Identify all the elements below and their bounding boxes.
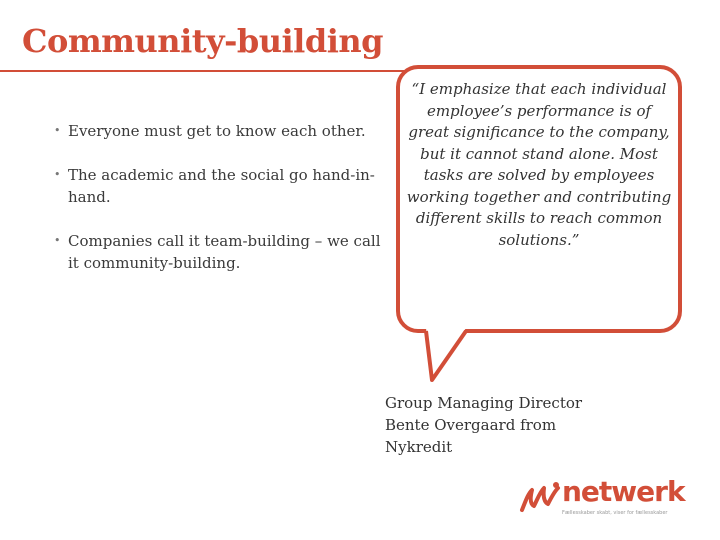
bullet-dot-icon: •	[54, 168, 61, 181]
bullet-text: Companies call it team-building – we call it community-building.	[68, 232, 381, 272]
attribution-line: Group Managing Director	[385, 394, 583, 412]
logo-wordmark: netwerk	[562, 475, 685, 508]
bullet-text: The academic and the social go hand-in-hand.	[68, 166, 375, 206]
attribution-line: Bente Overgaard from	[385, 416, 557, 434]
bullet-text: Everyone must get to know each other.	[68, 122, 366, 140]
netwerk-logo-icon	[518, 480, 562, 514]
title-underline	[0, 70, 410, 72]
quote-attribution	[385, 392, 625, 458]
bullet-dot-icon: •	[54, 124, 61, 137]
quote-text: “I emphasize that each individual employee’s performance is of great significance to the company, but it cannot stand alone. Most tasks are solved by employees working together and contributing different skills to reach common solutions.”	[406, 80, 672, 249]
attribution-line: Nykredit	[385, 438, 453, 456]
bullet-list	[54, 120, 384, 296]
netwerk-logo	[518, 475, 690, 522]
bullet-item	[54, 164, 384, 208]
bullet-item	[54, 120, 384, 142]
bullet-dot-icon: •	[54, 234, 61, 247]
logo-tagline: Fællesskaber skabt, viser for fællesskaber	[562, 510, 668, 516]
bullet-item	[54, 230, 384, 274]
slide-title: Community-building	[22, 22, 383, 60]
